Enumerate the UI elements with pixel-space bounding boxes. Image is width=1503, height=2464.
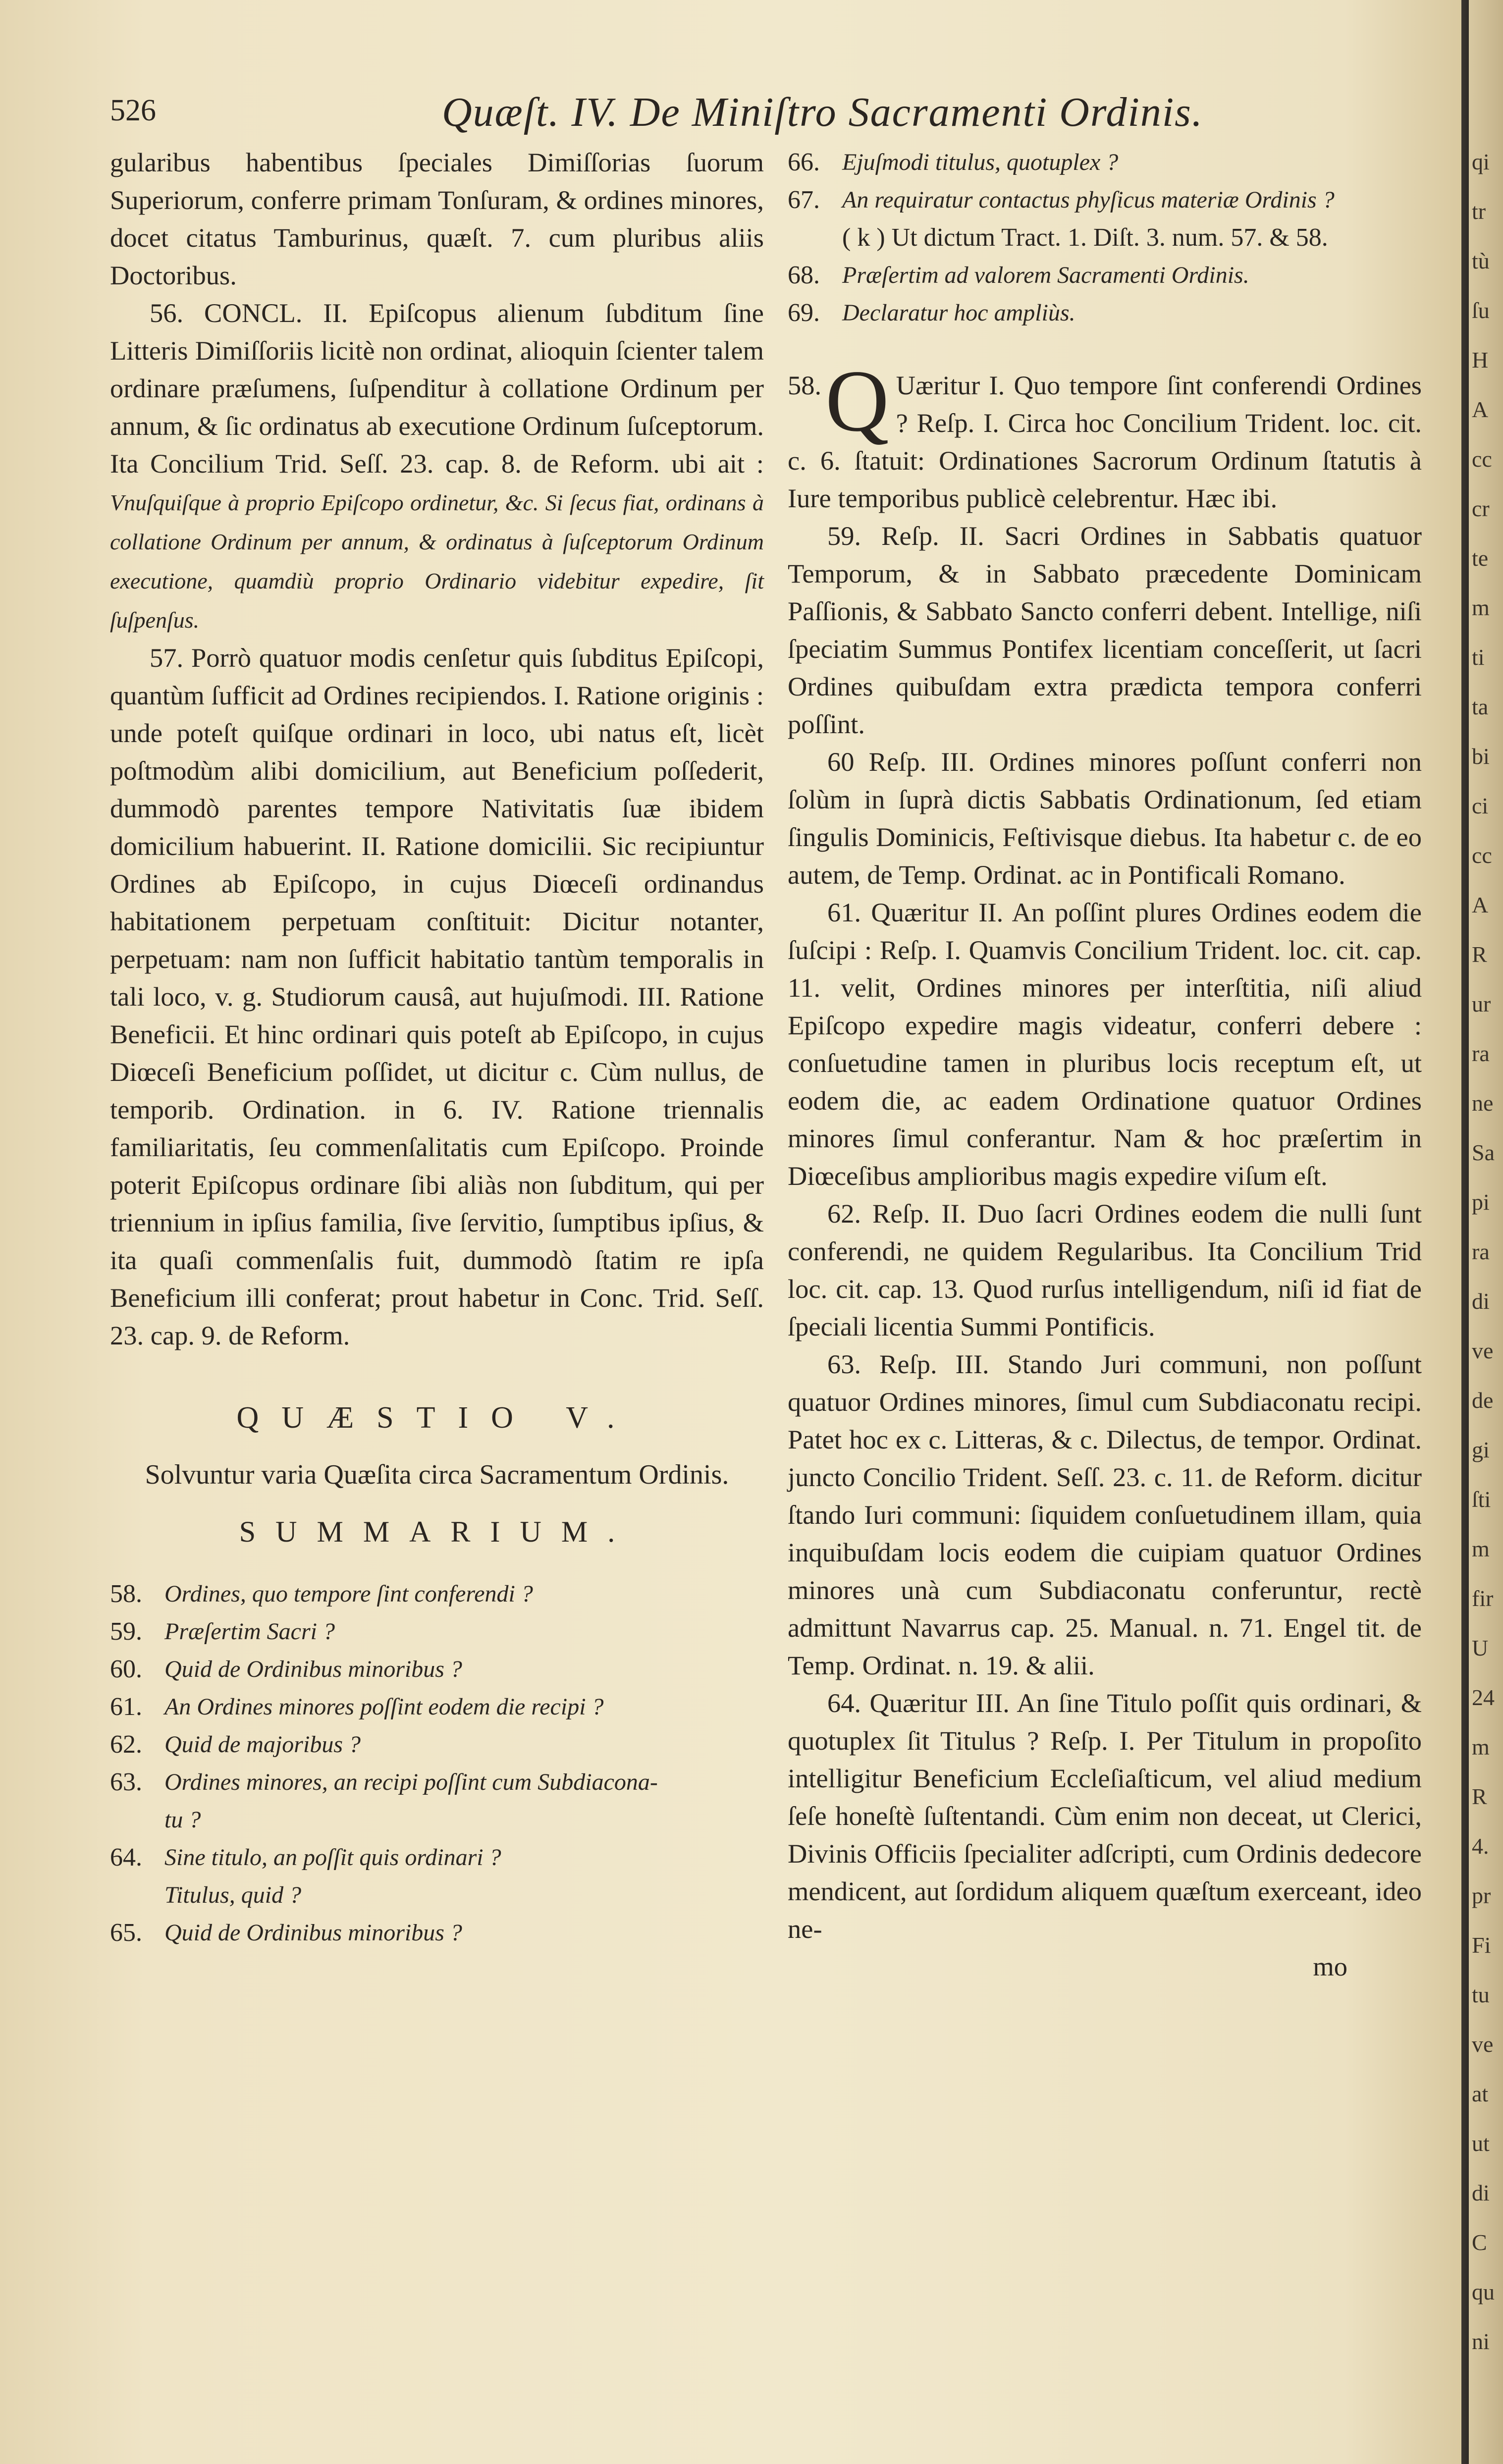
facing-page-fragment: 4. (1472, 1833, 1489, 1859)
summary-text: Declaratur hoc ampliùs. (842, 300, 1075, 326)
facing-page-fragment: C (1472, 2230, 1487, 2255)
facing-page-fragment: ni (1472, 2329, 1490, 2354)
facing-page-fragment: bi (1472, 744, 1490, 769)
summary-text: Ordines, quo tempore ſint conferendi ? (164, 1581, 533, 1607)
paragraph-60: 60 Reſp. III. Ordines minores poſſunt conferri non ſolùm in ſuprà dictis Sabbatis Ordinationum, ſed etiam ſingulis Dominicis, Feſtivisque diebus. Ita habetur c. de eo autem, de Temp. Ordinat. ac in Pontificali Romano. (788, 747, 1422, 890)
summary-item (110, 1839, 764, 1876)
summary-item (110, 1651, 764, 1688)
paragraph-58-text: Uæritur I. Quo tempore ſint conferendi Ordines ? Reſp. I. Circa hoc Concilium Trident. loc. cit. c. 6. ſtatuit: Ordinationes Sacrorum Ordinum ſtatutis à Iure temporibus publicè celebrentur. Hæc ibi. (788, 370, 1422, 513)
facing-page-fragment: di (1472, 2180, 1490, 2205)
facing-page-fragment: gi (1472, 1437, 1490, 1462)
summary-item (788, 144, 1422, 181)
summary-number: 58. (110, 1580, 142, 1608)
question-title: QUÆSTIO V. (236, 1401, 638, 1435)
facing-page-fragment: at (1472, 2081, 1489, 2106)
paragraph-56-text: Epiſcopus alienum ſubditum ſine Litteris Dimiſſoriis licitè non ordinat, alioquin ſcienter talem ordinare præſumens, ſuſpenditur à collatione Ordinum per annum, & ſic ordinatus ab executione Ordinum ſuſceptorum. Ita Concilium Trid. Seſſ. 23. cap. 8. de Reform. ubi ait : (110, 298, 764, 479)
summary-number: 68. (788, 261, 820, 289)
facing-page-fragment: A (1472, 397, 1489, 422)
summary-item (110, 1914, 764, 1952)
summary-number: 63. (110, 1768, 142, 1796)
drop-cap: Q (825, 352, 889, 450)
summary-number: 67. (788, 186, 820, 214)
summary-text: Sine titulo, an poſſit quis ordinari ? (164, 1844, 501, 1871)
facing-page-fragment: R (1472, 942, 1487, 967)
summary-number: 60. (110, 1655, 142, 1683)
facing-page-fragment: ur (1472, 991, 1491, 1017)
facing-page-fragment: U (1472, 1635, 1489, 1661)
page-number: 526 (110, 94, 156, 127)
paragraph-61: 61. Quæritur II. An poſſint plures Ordines eodem die ſuſcipi : Reſp. I. Quamvis Concilium Trident. loc. cit. cap. 11. velit, Ordines minores per interſtitia, niſi aliud Epiſcopo expedire magis videatur, conferri debere : conſuetudine tamen in pluribus locis receptum eſt, ut eodem die, ac eadem Ordinatione quatuor Ordines minores ſimul conferantur. Nam & hoc præſertim in Diœceſibus amplioribus magis expedire viſum eſt. (788, 897, 1422, 1191)
catchword: mo (1313, 1951, 1347, 1982)
summary-text: Præſertim ad valorem Sacramenti Ordinis. (842, 262, 1249, 288)
facing-page-fragment: qi (1472, 149, 1490, 174)
paragraph-number: 58. (788, 370, 822, 400)
facing-page-fragment: Fi (1472, 1932, 1491, 1958)
facing-page-fragment: de (1472, 1388, 1494, 1413)
question-subtitle: Solvuntur varia Quæſita circa Sacramentum Ordinis. (145, 1459, 729, 1490)
facing-page-fragment: H (1472, 347, 1489, 373)
paragraph-63: 63. Reſp. III. Stando Juri communi, non poſſunt quatuor Ordines minores, ſimul cum Subdiaconatu recipi. Patet hoc ex c. Litteras, & c. Dilectus, de tempor. Ordinat. juncto Concilio Trident. Seſſ. 23. c. 11. de Reform. dicitur ſtando Iuri communi: ſiquidem conſuetudinem illam, quia inquibuſdam locis eodem die cuipiam quatuor Ordines minores unà cum Subdiaconatu conferuntur, rectè admittunt Navarrus cap. 25. Manual. n. 71. Engel tit. de Temp. Ordinat. n. 19. & alii. (788, 1349, 1422, 1680)
summary-item (788, 294, 1422, 332)
facing-page-fragment: cc (1472, 446, 1492, 472)
paragraph-64: 64. Quæritur III. An ſine Titulo poſſit quis ordinari, & quotuplex ſit Titulus ? Reſp. I. Per Titulum in propoſito intelligitur Beneficium Eccleſiaſticum, vel aliud medium ſeſe honeſtè ſuſtentandi. Cùm enim non deceat, ut Clerici, Divinis Officiis ſpecialiter adſcripti, cum Ordinis dedecore mendicent, aut ſordidum aliquem quæſtum exerceant, ideo ne- (788, 1688, 1422, 1944)
facing-page-fragment: cr (1472, 496, 1490, 521)
summary-item (110, 1688, 764, 1726)
facing-page-fragment: pi (1472, 1189, 1490, 1215)
facing-page-fragment: qu (1472, 2279, 1495, 2304)
facing-page-fragment: ve (1472, 1338, 1494, 1363)
summary-continuation: Titulus, quid ? (164, 1882, 302, 1908)
facing-page-fragment: m (1472, 1734, 1490, 1760)
facing-page-fragment: ne (1472, 1090, 1494, 1116)
paragraph-56 (110, 294, 764, 639)
summary-item (110, 1764, 764, 1801)
facing-page-fragment: ti (1472, 644, 1485, 670)
summary-number: 62. (110, 1730, 142, 1759)
facing-page-fragment: te (1472, 545, 1489, 571)
facing-page-fragment: ra (1472, 1041, 1490, 1066)
facing-page-fragment: Sa (1472, 1140, 1495, 1165)
facing-page-fragment: tù (1472, 248, 1490, 273)
summary-title: SUMMARIUM. (239, 1515, 635, 1548)
facing-page-fragment: R (1472, 1784, 1487, 1809)
facing-page-fragment: di (1472, 1288, 1490, 1314)
left-column (110, 144, 764, 1952)
facing-page-edge (1469, 0, 1503, 2464)
facing-page-fragment: A (1472, 892, 1489, 917)
facing-page-fragment: ſu (1472, 298, 1490, 323)
facing-page-fragment: 24 (1472, 1685, 1495, 1710)
paragraph-57: 57. Porrò quatuor modis cenſetur quis ſubditus Epiſcopi, quantùm ſufficit ad Ordines recipiendos. I. Ratione originis : unde poteſt quiſque ordinari in loco, ubi natus eſt, licèt poſtmodùm alibi domicilium, aut Beneficium poſſederit, dummodò parentes tempore Nativitatis ſuæ ibidem domicilium habuerint. II. Ratione domicilii. Sic recipiuntur Ordines ab Epiſcopo, in cujus Diœceſi ordinandus habitationem perpetuam conſtituit: Dicitur notanter, perpetuam: nam non ſufficit habitatio tantùm temporalis in tali loco, v. g. Studiorum causâ, aut hujuſmodi. III. Ratione Beneficii. Et hinc ordinari quis poteſt ab Epiſcopo, in cujus Diœceſi Beneficium poſſidet, ut dicitur c. Cùm nullus, de temporib. Ordination. in 6. IV. Ratione triennalis familiaritatis, ſeu commenſalitatis cum Epiſcopo. Proinde poterit Epiſcopus ordinare ſibi aliàs non ſubditum, qui per triennium in ipſius familia, ſive ſervitio, ſumptibus ipſius, & ita quaſi commenſalis fuit, dummodò ſtatim re ipſa Beneficium illi conferat; prout habetur in Conc. Trid. Seſſ. 23. cap. 9. de Reform. (110, 643, 764, 1350)
facing-page-fragment: pr (1472, 1883, 1491, 1908)
facing-page-fragment: ut (1472, 2131, 1490, 2156)
summary-text: Præſertim Sacri ? (164, 1618, 335, 1645)
facing-page-fragment: cc (1472, 843, 1492, 868)
summary-text: Ordines minores, an recipi poſſint cum Subdiacona- (164, 1769, 658, 1795)
summary-number: 66. (788, 148, 820, 176)
summary-list-continued (788, 144, 1422, 332)
facing-page-fragment: m (1472, 595, 1490, 620)
summary-continuation: tu ? (164, 1807, 201, 1833)
running-title: Quæſt. IV. De Miniſtro Sacramenti Ordinis. (442, 89, 1203, 135)
council-quote: Vnuſquiſque à proprio Epiſcopo ordinetur, &c. Si ſecus fiat, ordinans à collatione Ordinum per annum, & ordinatus à ſuſceptorum Ordinum executione, quamdiù proprio Ordinario videbitur expedire, ſit ſuſpenſus. (110, 490, 764, 633)
summary-number: 64. (110, 1843, 142, 1872)
paragraph-58 (788, 352, 1422, 517)
summary-number: 59. (110, 1617, 142, 1646)
summary-text: Quid de Ordinibus minoribus ? (164, 1920, 462, 1946)
facing-page-fragment: ci (1472, 793, 1489, 818)
facing-page-fragment: tr (1472, 199, 1486, 224)
paragraph-continuation: gularibus habentibus ſpeciales Dimiſſorias ſuorum Superiorum, conferre primam Tonſuram, & ordines minores, docet citatus Tamburinus, quæſt. 7. cum pluribus aliis Doctoribus. (110, 147, 764, 290)
summary-number: 65. (110, 1919, 142, 1947)
summary-list (110, 1575, 764, 1952)
right-column (788, 144, 1422, 1985)
facing-page-fragment: m (1472, 1536, 1490, 1561)
summary-number: 61. (110, 1693, 142, 1721)
facing-page-fragment: ta (1472, 694, 1489, 719)
summary-text: An Ordines minores poſſint eodem die recipi ? (164, 1694, 604, 1720)
summary-item (110, 1613, 764, 1651)
paragraph-59: 59. Reſp. II. Sacri Ordines in Sabbatis quatuor Temporum, & in Sabbato præcedente Dominicam Paſſionis, & Sabbato Sancto conferri debent. Intellige, niſi ſpeciatim Summus Pontifex licentiam conceſſerit, ut ſacri Ordines quibuſdam extra prædicta tempora conferri poſſint. (788, 521, 1422, 739)
facing-page-fragment: ve (1472, 2032, 1494, 2057)
footnote-reference: ( k ) Ut dictum Tract. 1. Diſt. 3. num. 57. & 58. (842, 223, 1328, 252)
facing-page-fragment: tu (1472, 1982, 1490, 2007)
page-header (110, 83, 1279, 138)
conclusion-heading: 56. CONCL. II. (150, 298, 348, 328)
facing-page-fragment: fir (1472, 1586, 1494, 1611)
facing-page-fragment: ra (1472, 1239, 1490, 1264)
summary-text: Ejuſmodi titulus, quotuplex ? (842, 149, 1119, 175)
summary-number: 69. (788, 299, 820, 327)
summary-item (110, 1726, 764, 1764)
summary-text: Quid de majoribus ? (164, 1731, 361, 1758)
summary-text: Quid de Ordinibus minoribus ? (164, 1656, 462, 1682)
summary-item (788, 257, 1422, 294)
summary-item (110, 1575, 764, 1613)
summary-item (788, 181, 1422, 219)
summary-text: An requiratur contactus phyſicus materiæ Ordinis ? (842, 187, 1335, 213)
paragraph-62: 62. Reſp. II. Duo ſacri Ordines eodem die nulli ſunt conferendi, ne quidem Regularibus. Ita Concilium Trid loc. cit. cap. 13. Quod rurſus intelligendum, niſi id fiat de ſpeciali licentia Summi Pontificis. (788, 1198, 1422, 1341)
facing-page-fragment: ſti (1472, 1487, 1491, 1512)
